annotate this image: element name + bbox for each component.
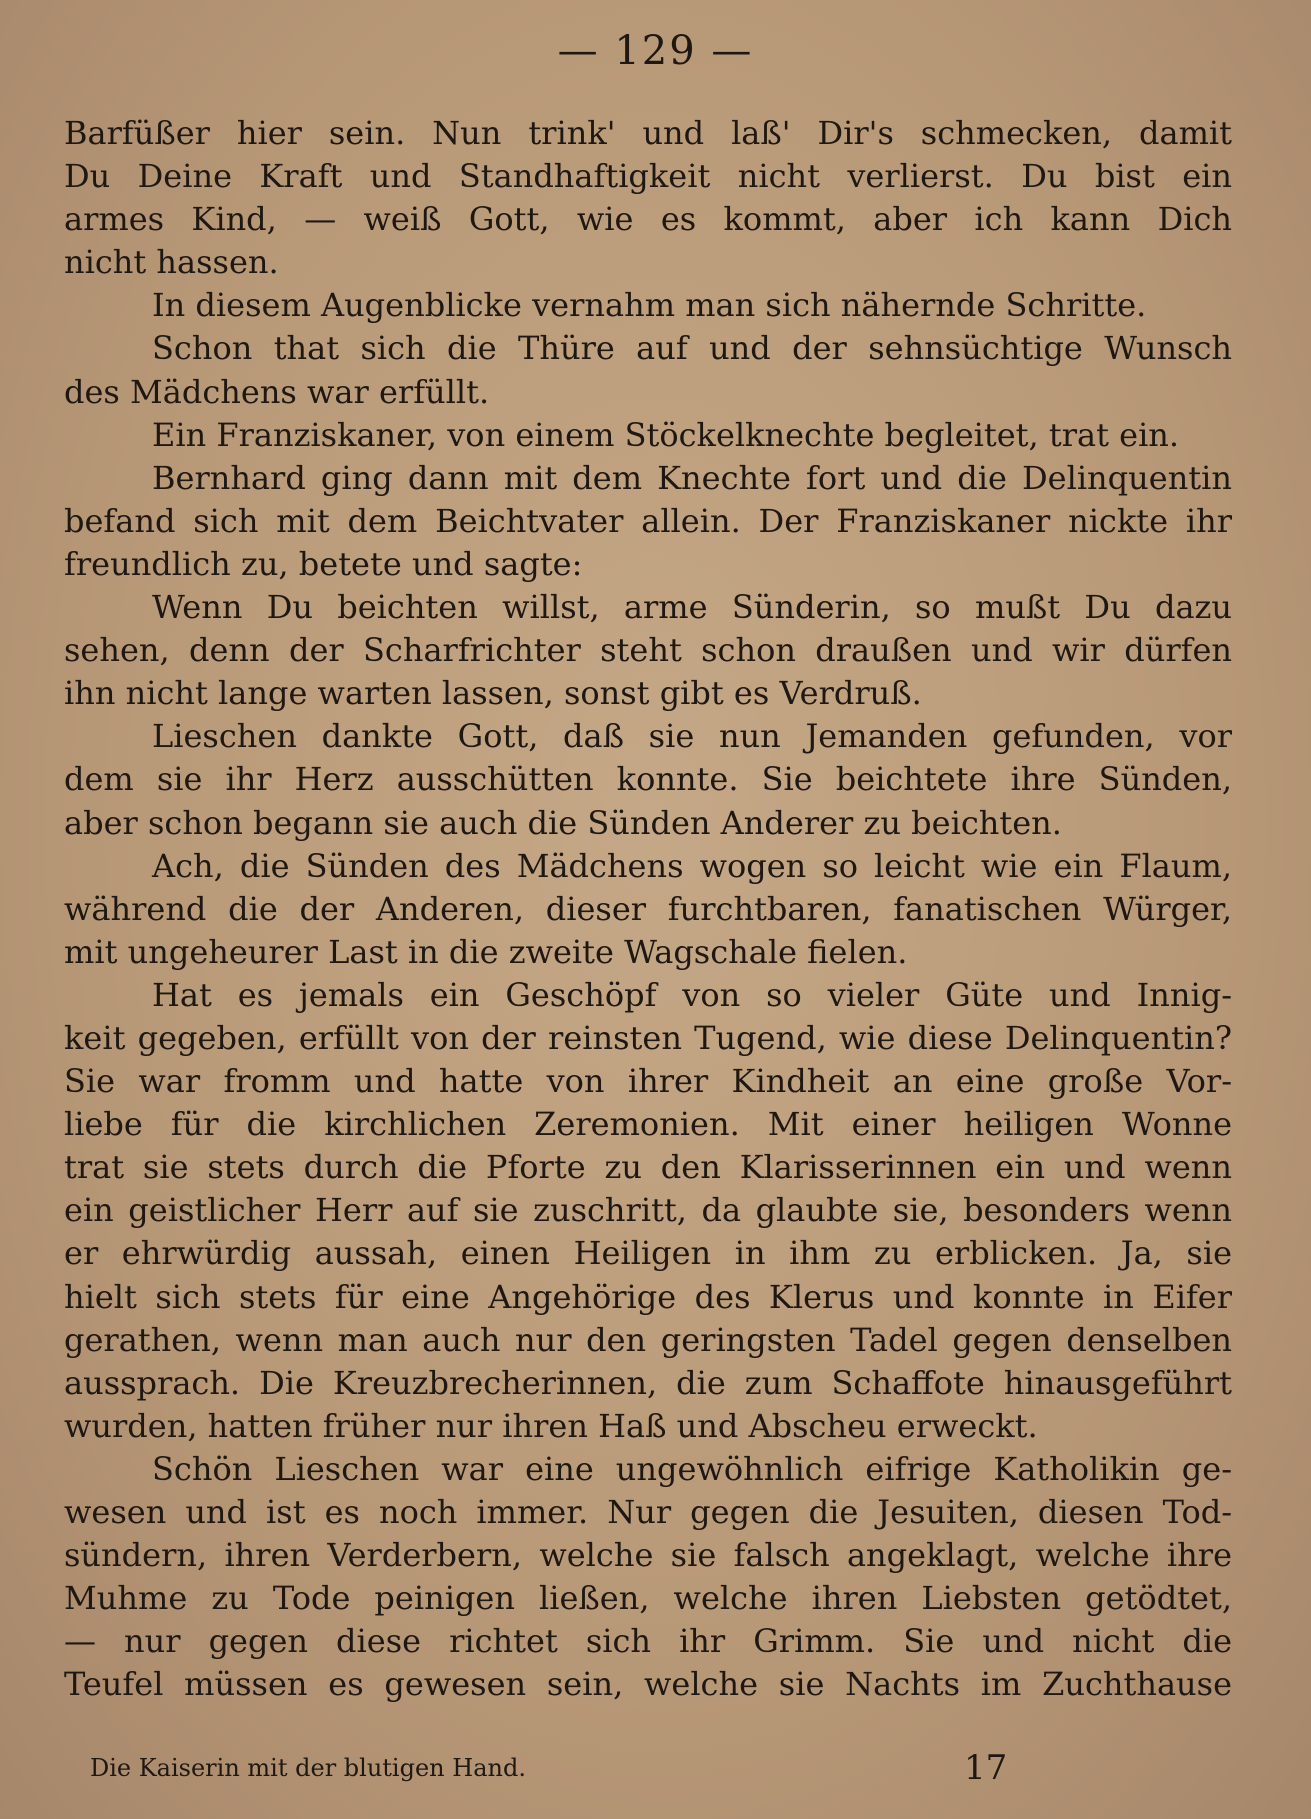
footer-book-title: Die Kaiserin mit der blutigen Hand.: [90, 1754, 526, 1782]
text-line: Schön Lieschen war eine ungewöhnlich eifrige Katholikin ge-: [152, 1449, 1232, 1488]
text-line: er ehrwürdig aussah, einen Heiligen in ihm zu erblicken. Ja, sie: [64, 1234, 1232, 1273]
text-line: Ein Franziskaner, von einem Stöckelknechte begleitet, trat ein.: [152, 415, 1180, 454]
text-line: mit ungeheurer Last in die zweite Wagschale fielen.: [64, 932, 908, 971]
text-line: In diesem Augenblicke vernahm man sich nähernde Schritte.: [152, 286, 1147, 325]
text-line: wurden, hatten früher nur ihren Haß und Abscheu erweckt.: [64, 1406, 1038, 1445]
text-line: dem sie ihr Herz ausschütten konnte. Sie beichtete ihre Sünden,: [64, 760, 1232, 799]
text-line: befand sich mit dem Beichtvater allein. Der Franziskaner nickte ihr: [64, 501, 1232, 540]
text-line: Teufel müssen es gewesen sein, welche sie Nachts im Zuchthause: [64, 1665, 1232, 1704]
text-line: Schon that sich die Thüre auf und der sehnsüchtige Wunsch: [152, 329, 1232, 368]
text-line: gerathen, wenn man auch nur den geringsten Tadel gegen denselben: [64, 1320, 1232, 1359]
text-line: freundlich zu, betete und sagte:: [64, 544, 583, 583]
text-line: ihn nicht lange warten lassen, sonst gibt es Verdruß.: [64, 674, 922, 713]
text-line: — nur gegen diese richtet sich ihr Grimm. Sie und nicht die: [64, 1622, 1232, 1661]
text-line: trat sie stets durch die Pforte zu den Klarisserinnen ein und wenn: [64, 1148, 1232, 1187]
text-line: liebe für die kirchlichen Zeremonien. Mit einer heiligen Wonne: [64, 1105, 1232, 1144]
text-line: ein geistlicher Herr auf sie zuschritt, da glaubte sie, besonders wenn: [64, 1191, 1232, 1230]
text-line: aber schon begann sie auch die Sünden Anderer zu beichten.: [64, 803, 1062, 842]
text-line: aussprach. Die Kreuzbrecherinnen, die zum Schaffote hinausgeführt: [64, 1363, 1232, 1402]
text-line: armes Kind, — weiß Gott, wie es kommt, aber ich kann Dich: [64, 200, 1232, 239]
text-line: Barfüßer hier sein. Nun trink' und laß' Dir's schmecken, damit: [64, 114, 1232, 152]
text-line: sehen, denn der Scharfrichter steht schon draußen und wir dürfen: [64, 631, 1232, 670]
text-line: sündern, ihren Verderbern, welche sie falsch angeklagt, welche ihre: [64, 1536, 1232, 1575]
text-line: hielt sich stets für eine Angehörige des Klerus und konnte in Eifer: [64, 1277, 1232, 1316]
page-number: — 129 —: [557, 28, 754, 74]
text-line: wesen und ist es noch immer. Nur gegen die Jesuiten, diesen Tod-: [64, 1493, 1232, 1531]
text-line: nicht hassen.: [64, 243, 279, 282]
body-text: [64, 112, 1232, 1706]
text-line: des Mädchens war erfüllt.: [64, 372, 490, 411]
text-line: Hat es jemals ein Geschöpf von so vieler Güte und Innig-: [152, 975, 1232, 1014]
text-line: Wenn Du beichten willst, arme Sünderin, so mußt Du dazu: [152, 588, 1232, 627]
text-line: Bernhard ging dann mit dem Knechte fort und die Delinquentin: [152, 458, 1232, 497]
signature-mark: 17: [964, 1748, 1008, 1788]
text-line: Du Deine Kraft und Standhaftigkeit nicht verlierst. Du bist ein: [64, 157, 1232, 196]
text-line: keit gegeben, erfüllt von der reinsten Tugend, wie diese Delinquentin?: [64, 1018, 1232, 1057]
text-line: Lieschen dankte Gott, daß sie nun Jemanden gefunden, vor: [152, 717, 1232, 756]
text-line: während die der Anderen, dieser furchtbaren, fanatischen Würger,: [64, 889, 1232, 928]
text-line: Ach, die Sünden des Mädchens wogen so leicht wie ein Flaum,: [152, 846, 1232, 885]
text-line: Sie war fromm und hatte von ihrer Kindheit an eine große Vor-: [64, 1062, 1232, 1101]
text-line: Muhme zu Tode peinigen ließen, welche ihren Liebsten getödtet,: [64, 1579, 1232, 1618]
